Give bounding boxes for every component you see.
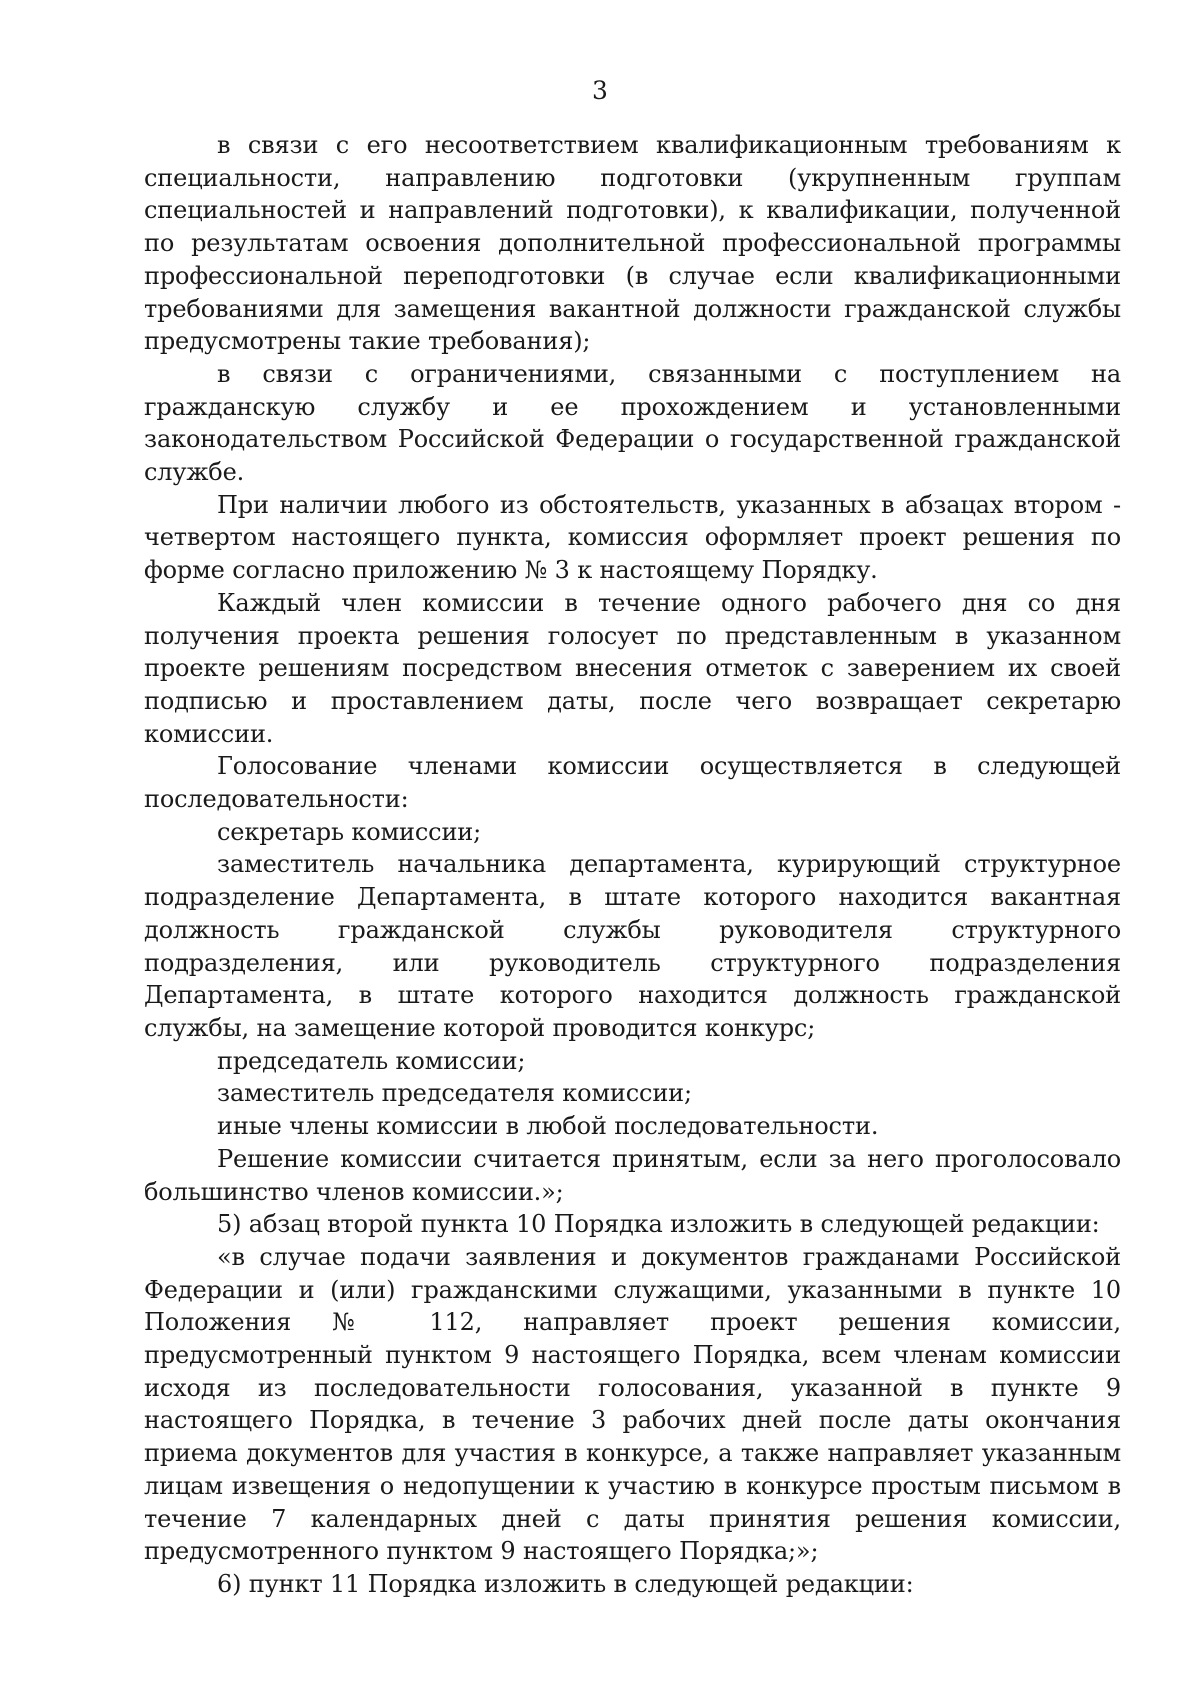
paragraph: Каждый член комиссии в течение одного рабочего дня со дня получения проекта решения голосует по представленным в указанном проекте решениям посредством внесения отметок с заверением их своей подписью и проставлением даты, после чего возвращает секретарю комиссии.	[144, 588, 1121, 748]
paragraph: Голосование членами комиссии осуществляется в следующей последовательности:	[144, 752, 1121, 814]
paragraph: в связи с ограничениями, связанными с поступлением на гражданскую службу и ее прохождением и установленными законодательством Российской Федерации о государственной гражданской службе.	[144, 359, 1121, 487]
document-body	[144, 129, 1121, 1601]
page-number: 3	[592, 76, 608, 105]
paragraph: в связи с его несоответствием квалификационным требованиям к специальности, направлению подготовки (укрупненным группам специальностей и направлений подготовки), к квалификации, полученной по результатам освоения дополнительной профессиональной программы профессиональной переподготовки (в случае если квалификационными требованиями для замещения вакантной должности гражданской службы предусмотрены такие требования);	[144, 131, 1121, 356]
paragraph: 6) пункт 11 Порядка изложить в следующей редакции:	[217, 1569, 914, 1598]
paragraph: заместитель начальника департамента, курирующий структурное подразделение Департамента, в штате которого находится вакантная должность гражданской службы руководителя структурного подразделения, или руководитель структурного подразделения Департамента, в штате которого находится должность гражданской службы, на замещение которой проводится конкурс;	[144, 850, 1121, 1042]
paragraph: секретарь комиссии;	[217, 817, 482, 846]
paragraph: заместитель председателя комиссии;	[217, 1079, 692, 1108]
paragraph: 5) абзац второй пункта 10 Порядка изложить в следующей редакции:	[217, 1210, 1100, 1239]
paragraph: При наличии любого из обстоятельств, указанных в абзацах втором - четвертом настоящего пункта, комиссия оформляет проект решения по форме согласно приложению № 3 к настоящему Порядку.	[144, 490, 1121, 585]
paragraph: председатель комиссии;	[217, 1046, 526, 1075]
paragraph: Решение комиссии считается принятым, если за него проголосовало большинство членов комиссии.»;	[144, 1144, 1121, 1206]
paragraph: иные члены комиссии в любой последовательности.	[217, 1112, 879, 1141]
paragraph: «в случае подачи заявления и документов гражданами Российской Федерации и (или) гражданскими служащими, указанными в пункте 10 Положения № 112, направляет проект решения комиссии, предусмотренный пунктом 9 настоящего Порядка, всем членам комиссии исходя из последовательности голосования, указанной в пункте 9 настоящего Порядка, в течение 3 рабочих дней после даты окончания приема документов для участия в конкурсе, а также направляет указанным лицам извещения о недопущении к участию в конкурсе простым письмом в течение 7 календарных дней с даты принятия решения комиссии, предусмотренного пунктом 9 настоящего Порядка;»;	[144, 1242, 1121, 1566]
